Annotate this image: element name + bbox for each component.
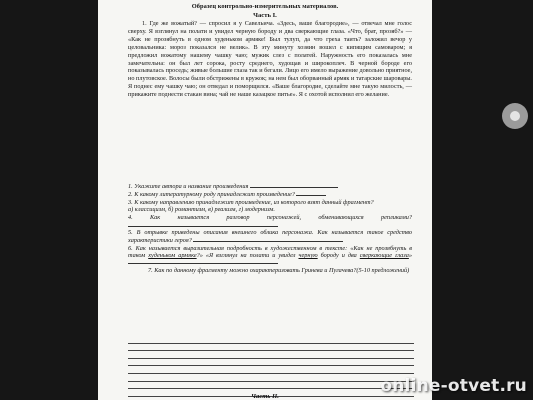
answer-line	[128, 374, 414, 382]
question-5: 5. В отрывке приведены описания внешнего облика персонажа. Как называется такое средство характеристики героя?	[128, 229, 412, 244]
answer-line	[128, 351, 414, 359]
next-part-title: Часть II.	[251, 393, 279, 400]
answer-line	[128, 344, 414, 352]
document-title: Образец контрольно-измерительных материалов.	[191, 3, 339, 10]
answer-lines	[128, 336, 414, 397]
question-2: 2. К какому литературному роду принадлежит произведение?	[128, 191, 412, 198]
part-title: Часть I.	[253, 12, 277, 19]
answer-blank	[128, 263, 278, 264]
watermark: online-otvet.ru	[380, 376, 527, 396]
question-3: 3. К какому направлению принадлежит произведение, из которого взят данный фрагмент?	[128, 198, 374, 206]
questions-list	[128, 183, 412, 275]
answer-line	[128, 336, 414, 344]
text-passage: 1. Где же вожатый? — спросил я у Савельича. «Здесь, ваше благородие», — отвечал мне голос сверху. Я взглянул на полати и увидел черную бороду и два сверкающие глаза. «Что, брат, прозяб?» — «Как не прозябнуть в одном худеньком армяке! Был тулуп, да что греха таить? заложил вечор у целовальника: мороз показался не велик». В эту минуту хозяин вошел с кипящим самоваром; я предложил вожатому нашему чашку чаю; мужик слез с полатей. Наружность его показалась мне замечательна: он был лет сорока, росту среднего, худощав и широкоплеч. В черной бороде его показывалась проседь; живые большие глаза так и бегали. Лицо его имело выражение довольно приятное, но плутовское. Волосы были обстрижены в кружок; на нем был оборванный армяк и татарские шаровары. Я поднес ему чашку чаю; он отведал и поморщился. «Ваше благородие, сделайте мне такую милость, — прикажите поднести стакан вина; чай не наше казацкое питье». Я с охотой исполнил его желание.	[128, 20, 412, 99]
question-4: 4. Как называется разговор персонажей, обменивающихся репликами?	[128, 214, 412, 229]
question-6: 6. Как называется выразительная подробность в художественном в тексте: «Как не прозябнуть в таком худеньком армяке?» «Я взглянул на полати и увидел черную бороду и два сверкающие глаза»	[128, 245, 412, 267]
answer-line	[128, 366, 414, 374]
answer-blank	[250, 187, 338, 188]
document-page	[98, 0, 432, 400]
scroll-handle[interactable]	[502, 103, 528, 129]
answer-line	[128, 359, 414, 367]
question-7: 7. Как по данному фрагменту можно охарактеризовать Гринева и Пугачева?(5-10 предложений)	[148, 267, 410, 275]
answer-line	[128, 382, 414, 390]
scroll-handle-dot-icon	[510, 111, 520, 121]
answer-blank	[128, 226, 278, 227]
question-3-options: а) классицизм, б) романтизм, в) реализм, г) модернизм.	[128, 206, 275, 214]
question-1: 1. Укажите автора и название произведения	[128, 183, 412, 190]
answer-blank	[193, 241, 343, 242]
answer-blank	[296, 195, 326, 196]
